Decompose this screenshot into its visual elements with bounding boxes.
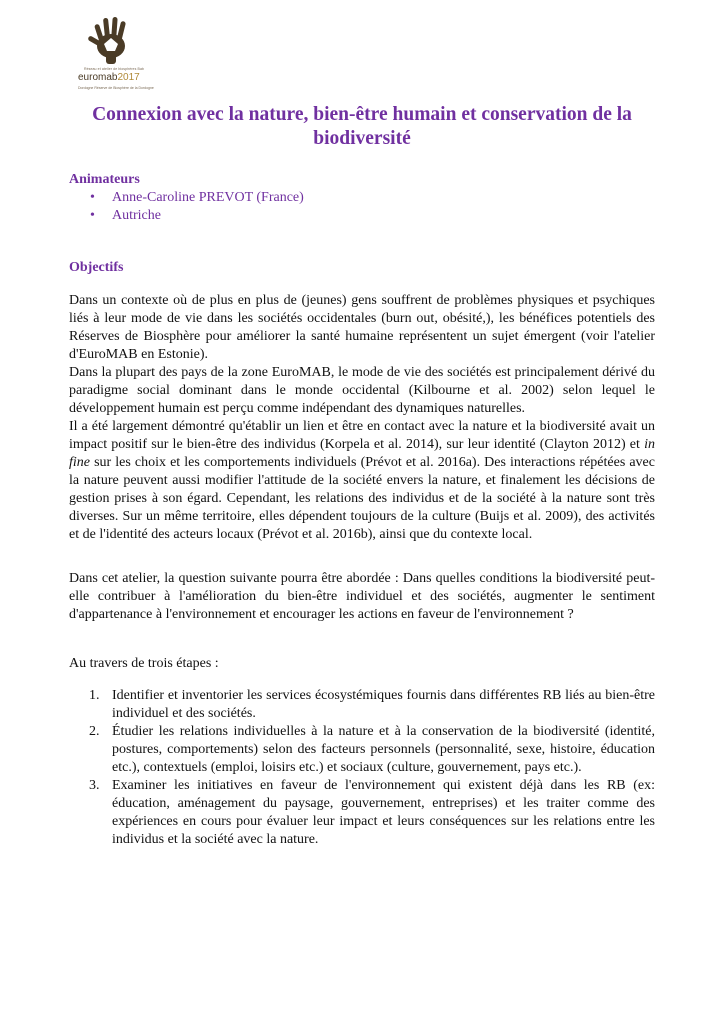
step-text: Examiner les initiatives en faveur de l'environnement qui existent déjà dans les RB (ex: éducation, aménagement du paysage, gouvernement, entreprises) et les traiter comme des expériences en cours pour évaluer leur impact et leurs conséquences sur les relations entre les individus et la société avec la nature. xyxy=(112,778,655,847)
step-text: Identifier et inventorier les services écosystémiques fournis dans différentes RB liés au bien-être individuel et des sociétés. xyxy=(112,688,655,721)
euromab-logo xyxy=(76,12,158,90)
paragraph: Dans la plupart des pays de la zone EuroMAB, le mode de vie des sociétés est principalement dérivé du paradigme social dominant dans le monde occidental (Kilbourne et al. 2002) selon lequel le développement humain est perçu comme indépendant des dynamiques naturelles. xyxy=(69,365,655,416)
hand-print-icon xyxy=(84,14,140,66)
step-number: 1. xyxy=(89,688,100,703)
step-number: 2. xyxy=(89,724,100,739)
logo-subtitle: Dordogne Réserve de Biosphère de la Dordogne xyxy=(78,86,154,90)
animateurs-heading: Animateurs xyxy=(69,172,140,187)
steps-list xyxy=(69,687,655,849)
logo-tagline: Réseau et atelier de biosphères Bab xyxy=(83,67,145,71)
list-item: • Autriche xyxy=(69,207,304,225)
paragraph: Dans un contexte où de plus en plus de (jeunes) gens souffrent de problèmes physiques et psychiques liés à leur mode de vie dans les sociétés occidentales (burn out, obésité,), les bénéfices potentiels des Réserves de Biosphère pour améliorer la santé humaine représentent un sujet émergent (voir l'atelier d'EuroMAB en Estonie). xyxy=(69,293,655,362)
logo-year: 2017 xyxy=(117,72,140,83)
paragraph: Au travers de trois étapes : xyxy=(69,656,219,671)
paragraph-text: sur les choix et les comportements individuels (Prévot et al. 2016a). Des interactions répétées avec la nature peuvent aussi modifier l'attitude de la société envers la nature, et finalement les décisions de gestion prises à son égard. Cependant, les relations des individus et de la société à la nature sont très diverses. Sur un même territoire, elles dépendent toujours de la culture (Buijs et al. 2009), des activités et de l'identité des acteurs locaux (Prévot et al. 2016b), ainsi que du contexte local. xyxy=(69,455,655,542)
list-item: • Anne-Caroline PREVOT (France) xyxy=(69,189,304,207)
emphasis-text: in fine xyxy=(69,437,655,470)
animateurs-list xyxy=(69,189,304,225)
page-title: Connexion avec la nature, bien-être humain et conservation de la biodiversité xyxy=(92,104,632,149)
list-item xyxy=(69,687,655,723)
paragraph: Dans cet atelier, la question suivante pourra être abordée : Dans quelles conditions la biodiversité peut-elle contribuer à l'amélioration du bien-être individuel et des sociétés, augmenter le sentiment d'appartenance à l'environnement et encourager les actions en faveur de l'environnement ? xyxy=(69,571,655,622)
step-number: 3. xyxy=(89,778,100,793)
paragraph xyxy=(69,418,655,544)
paragraph-text: Il a été largement démontré qu'établir un lien et être en contact avec la nature et la biodiversité avait un impact positif sur le bien-être des individus (Korpela et al. 2014), sur leur identité (Clayton 2012) et xyxy=(69,419,655,452)
list-item xyxy=(69,723,655,777)
list-item xyxy=(69,777,655,849)
logo-brand: euromab xyxy=(78,72,118,83)
objectifs-heading: Objectifs xyxy=(69,260,124,275)
step-text: Étudier les relations individuelles à la nature et à la conservation de la biodiversité (identité, postures, comportements) selon des facteurs personnels (personnalité, sexe, histoire, éducation etc.), contextuels (emploi, loisirs etc.) et sociaux (culture, gouvernement, pays etc.). xyxy=(112,724,655,775)
logo-wordmark xyxy=(78,72,140,83)
